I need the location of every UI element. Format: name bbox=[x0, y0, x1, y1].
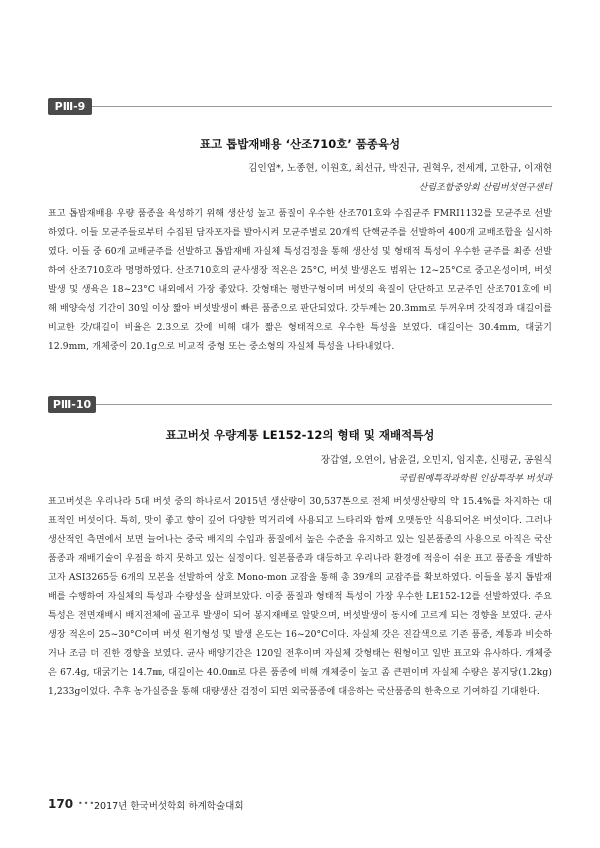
abstract-body: 표고버섯은 우리나라 5대 버섯 중의 하나로서 2015년 생산량이 30,537톤으로 전체 버섯생산량의 약 15.4%를 차지하는 대표적인 버섯이다. 특히, 맛이 좋고 향이 깊어 다양한 먹거리에 사용되고 느타리와 함께 오맷동안 식용되어온 버섯이다. 그러나 생산적인 측면에서 보면 늘어나는 중국 배지의 수입과 품질에서 높은 수준을 유지하고 있는 일본품종의 사용으로 아직은 국산품종과 재배기술이 우점을 하지 못하고 있는 실정이다. 일본품종과 대등하고 우리나라 환경에 적응이 쉬운 표고 품종을 개발하고자 ASI3265등 6개의 모본을 선발하여 상호 Mono-mon 교잡을 통해 총 39개의 교잡주를 확보하였다. 이들을 봉지 톱밥재배를 수행하여 자실체의 특성과 수량성을 살펴보았다. 이중 품질과 형태적 특성이 가장 우수한 LE152-12를 선발하였다. 주요특성은 전면재배시 배지전체에 골고루 발생이 되어 봉지재배로 알맞으며, 버섯발생이 동시에 고르게 되는 경향을 보였다. 균사 생장 적온이 25~30°C이며 버섯 원기형성 및 발생 온도는 16~20°C이다. 자실체 갓은 진갈색으로 기존 품종, 계통과 비슷하거나 조금 더 진한 경향을 보였다. 균사 배양기간은 120일 전후이며 자실체 갓형태는 원형이고 일반 표고와 유사하다. 개체중은 67.4g, 대굵기는 14.7㎜, 대길이는 40.0㎜로 다른 품종에 비해 개체중이 높고 좀 큰편이며 자실체 수량은 봉지당(1.2kg) 1,233g이었다. 추후 농가실증을 통해 대량생산 검정이 되면 외국품종에 대응하는 국산품종의 한축으로 기여하길 기대한다. bbox=[48, 497, 552, 697]
abstract-p3-9 bbox=[48, 98, 552, 366]
page-footer bbox=[48, 797, 552, 813]
section-divider bbox=[92, 106, 552, 107]
conference-name: 2017년 한국버섯학회 하계학술대회 bbox=[94, 801, 244, 812]
abstract-affiliation: 국립원예특작과학원 인삼특작부 버섯과 bbox=[398, 474, 552, 484]
abstract-title: 표고 톱밥재배용 ‘산조710호’ 품종육성 bbox=[199, 137, 401, 151]
footer-dots: ••• bbox=[78, 799, 96, 808]
abstract-p3-10 bbox=[48, 396, 552, 726]
abstract-body: 표고 톱밥재배용 우량 품종을 육성하기 위해 생산성 높고 품질이 우수한 산조701호와 수집균주 FMRI1132를 모균주로 선발하였다. 이들 모균주들로부터 수집된 담자포자를 발아시켜 모균주별로 20개씩 단핵균주를 선발하여 400개 교배조합을 실시하였다. 이들 중 60개 교배균주를 선발하고 톱밥재배 자실체 특성검정을 통해 생산성 및 형태적 특성이 우수한 균주를 최종 선발하여 산조710호라 명명하였다. 산조710호의 균사생장 적온은 25°C, 버섯 발생온도 범위는 12~25°C로 중고온성이며, 버섯발생 및 생육은 18~23°C 내외에서 가장 좋았다. 갓형태는 평반구형이며 버섯의 육질이 단단하고 모균주인 산조701호에 비해 배양숙성 기간이 30일 이상 짧아 버섯발생이 빠른 품종으로 판단되었다. 갓두께는 20.3mm로 두꺼우며 갓직경과 대길이를 비교한 갓/대길이 비율은 2.3으로 갓에 비해 대가 짧은 형태적으로 우수한 특성을 보였다. 대길이는 30.4mm, 대굵기 12.9mm, 개체중이 20.1g으로 비교적 중형 또는 중소형의 자실체 특성을 나타내었다. bbox=[48, 209, 552, 352]
abstract-code-badge: PⅢ-9 bbox=[48, 98, 92, 115]
abstract-affiliation: 산림조합중앙회 산림버섯연구센터 bbox=[418, 183, 552, 193]
page-number: 170 bbox=[48, 797, 74, 811]
abstract-authors: 장갑열, 오연이, 남윤걸, 오민지, 임지훈, 신평균, 공원식 bbox=[320, 455, 552, 466]
section-divider bbox=[96, 404, 552, 405]
abstract-title: 표고버섯 우량계통 LE152-12의 형태 및 재배적특성 bbox=[165, 428, 435, 442]
abstract-authors: 김인엽*, 노종현, 이원호, 최선규, 박진규, 권혁우, 전세계, 고한규, 이재현 bbox=[248, 163, 552, 174]
abstract-code-badge: PⅢ-10 bbox=[48, 396, 96, 413]
